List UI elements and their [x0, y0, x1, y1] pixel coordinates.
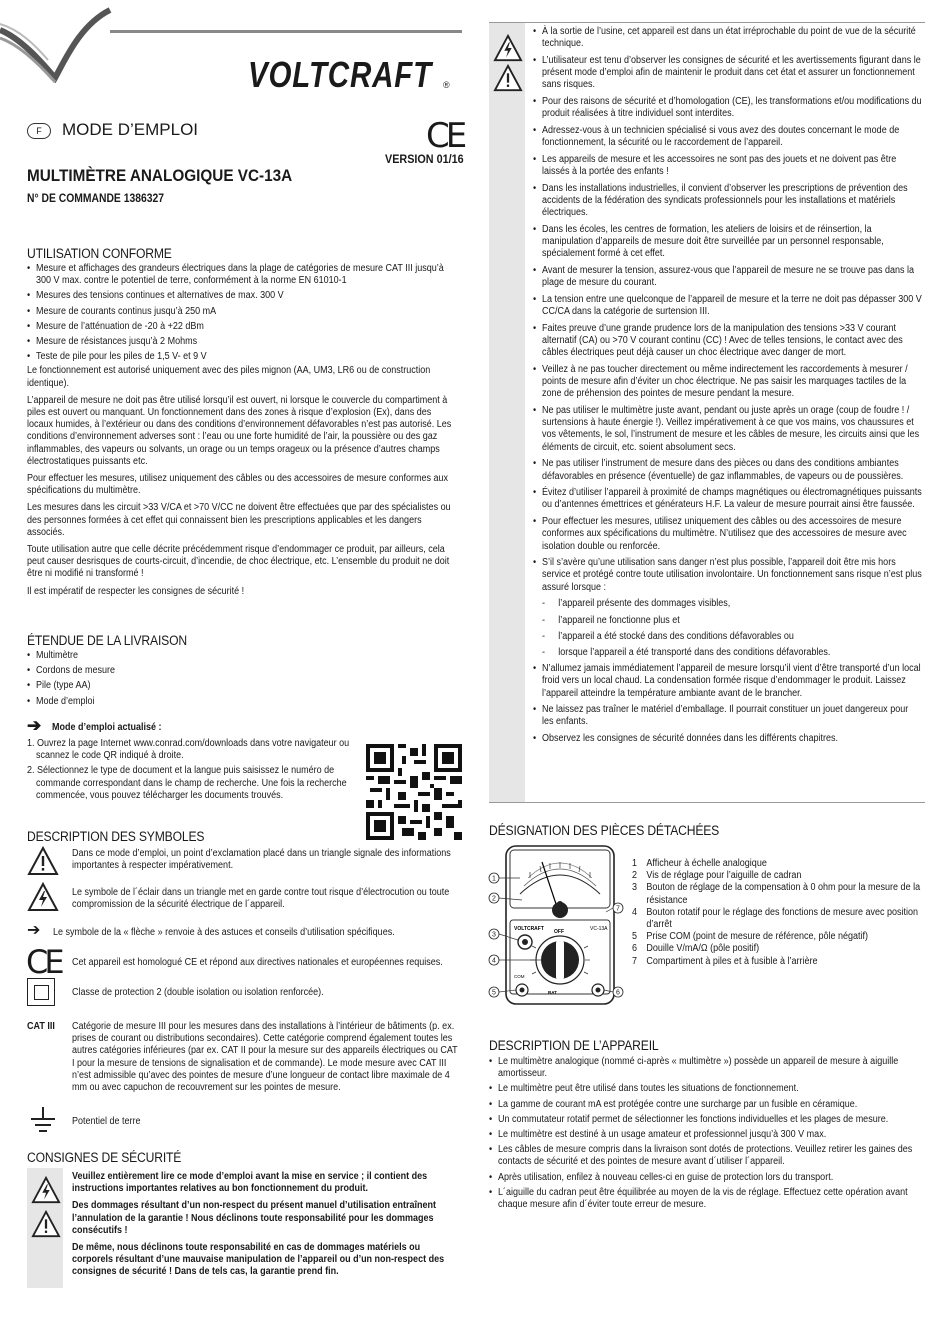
list-item: • Avant de mesurer la tension, assurez-vous que l’appareil de mesure ne se trouve pas dans la plage de mesure du courant.	[533, 265, 922, 289]
list-item: • Veillez à ne pas toucher directement ou même indirectement les raccordements à mesurer / points de mesure afin d’éviter un choc électrique. Ne pas saisir les marquages tactiles de la zone de préhension des pointes de mesure pendant la mesure.	[533, 364, 922, 401]
list-item: • Mesure de l’atténuation de -20 à +22 dBm	[27, 321, 459, 333]
list-item: • Teste de pile pour les piles de 1,5 V- et 9 V	[27, 351, 459, 363]
list-item: • Ne laissez pas traîner le matériel d’emballage. Il pourrait constituer un jouet dangereux pour les enfants.	[533, 704, 922, 728]
list-item: • La gamme de courant mA est protégée contre une surcharge par un fusible en céramique.	[489, 1099, 921, 1111]
list-item: • Le multimètre analogique (nommé ci-après « multimètre ») possède un appareil de mesure à aiguille amortisseur.	[489, 1056, 921, 1080]
list-item: - l’appareil présente des dommages visibles,	[542, 598, 922, 610]
list-item: • La tension entre une quelconque de l’appareil de mesure et la terre ne doit pas dépasser 300 V CC/CA dans la catégorie de surtension III.	[533, 294, 922, 318]
list-item: • Cordons de mesure	[27, 665, 459, 677]
update-title: Mode d’emploi actualisé :	[52, 722, 162, 733]
list-item: • Adressez-vous à un technicien spécialisé si vous avez des doutes concernant le mode de fonctionnement, la sécurité ou le raccordement de l’appareil.	[533, 125, 922, 149]
list-item: • L´aiguille du cadran peut être équilibrée au moyen de la vis de réglage. Effectuez cette opération avant chaque mesure afin d´éviter toute erreur de mesure.	[489, 1187, 921, 1211]
earth-icon	[29, 1107, 57, 1137]
device-com-label: COM	[514, 974, 525, 979]
list-item: • Multimètre	[27, 650, 459, 662]
part-label: Douille V/mA/Ω (pôle positif)	[646, 943, 760, 955]
safety-intro: De même, nous déclinons toute responsabilité en cas de dommages matériels ou corporels résultant d’une mauvaise manipulation de l’appareil ou d’un non-respect des consignes de sécurité ! Dans de tels cas, la garantie prend fin.	[72, 1242, 445, 1278]
part-number: 4	[632, 906, 638, 918]
condition-list	[542, 598, 922, 659]
list-item: • Pour effectuer les mesures, utilisez uniquement des câbles ou des accessoires de mesure conformes aux spécifications du multimètre. N’utilisez que des accessoires de mesure avec isolation double ou renforcée.	[533, 516, 922, 553]
list-item: - l’appareil ne fonctionne plus et	[542, 615, 922, 627]
arrow-icon: ➔	[27, 922, 41, 939]
section-title-symbols: DESCRIPTION DES SYMBOLES	[27, 829, 205, 844]
part-label: Bouton de réglage de la compensation à 0 ohm pour la mesure de la résistance	[646, 882, 921, 906]
lang-badge-label: F	[36, 126, 42, 136]
lightning-icon	[493, 34, 523, 62]
part-label: Compartiment à piles et à fusible à l’arrière	[646, 955, 818, 967]
paragraph: Le fonctionnement est autorisé uniquement avec des piles mignon (AA, UM3, LR6 ou de construction identique).	[27, 365, 431, 389]
list-item	[632, 907, 929, 931]
list-item: • Les appareils de mesure et les accessoires ne sont pas des jouets et ne doivent pas être laissés à la portée des enfants !	[533, 154, 922, 178]
ce-mark: CE	[426, 116, 464, 156]
right-bottom-rule	[489, 802, 925, 803]
callout-2: 2	[492, 895, 496, 903]
device-model-label: VC-13A	[590, 926, 608, 932]
part-number: 5	[632, 931, 638, 943]
list-item: • Mesure et affichages des grandeurs électriques dans la plage de catégories de mesure CAT III jusqu’à 300 V max. contre le potentiel de terre, conformément à la norme EN 61010-1	[27, 263, 459, 287]
arrow-icon: ➔	[27, 716, 42, 735]
list-item	[632, 956, 929, 968]
paragraph: L’appareil de mesure ne doit pas être utilisé lorsqu’il est ouvert, ni lorsque le couvercle du compartiment à piles est ouvert ou manquant. Un fonctionnement dans des zones à risque d’explosion (Ex), dans des locaux humides, à l’extérieur ou dans des conditions d’environnement défavorables n’est pas autorisé. Les conditions d’environnement adverses sont : l’eau ou une forte humidité de l’air, la poussière ou des gaz inflammables, des vapeurs ou solvants, un orage ou un temps orageux ou la présence d’autres champs électrostatiques puissants etc.	[27, 394, 452, 467]
product-title: MULTIMÈTRE ANALOGIQUE VC-13A	[27, 166, 293, 185]
section-title-safety: CONSIGNES DE SÉCURITÉ	[27, 1150, 182, 1165]
safety-shade-right	[489, 22, 525, 803]
safety-intro: Veuillez entièrement lire ce mode d’emploi avant la mise en service ; il contient des instructions importantes relatives au bon fonctionnement du produit.	[72, 1171, 428, 1195]
part-label: Afficheur à échelle analogique	[646, 858, 767, 869]
section-title-parts: DÉSIGNATION DES PIÈCES DÉTACHÉES	[489, 823, 720, 838]
list-item: • S’il s’avère qu’une utilisation sans danger n’est plus possible, l’appareil doit être mis hors service et protégé contre toute utilisation involontaire. Un fonctionnement sans risque n’est plus assuré lorsque :	[533, 557, 922, 594]
safety-list	[533, 26, 922, 594]
list-item: • Pour des raisons de sécurité et d’homologation (CE), les transformations et/ou modifications du produit réalisées à titre individuel sont interdites.	[533, 96, 922, 120]
list-item	[632, 882, 929, 906]
symbol-text: Le symbole de l´éclair dans un triangle met en garde contre tout risque d’électrocution ou toute compromission de la sécurité électrique de l´appareil.	[72, 887, 450, 911]
part-number: 3	[632, 882, 638, 894]
list-item: • Mesure de courants continus jusqu’à 250 mA	[27, 306, 459, 318]
callout-5: 5	[492, 989, 496, 997]
symbol-text: Dans ce mode d’emploi, un point d’exclamation placé dans un triangle signale des informations importantes à respecter impérativement.	[72, 848, 451, 872]
list-item: - lorsque l’appareil a été transporté dans des conditions défavorables.	[542, 647, 922, 659]
list-item	[632, 858, 929, 870]
warning-icon	[27, 846, 59, 876]
description-list	[489, 1056, 921, 1211]
callout-4: 4	[492, 957, 496, 965]
registered-mark: ®	[443, 80, 450, 90]
part-label: Vis de réglage pour l’aiguille de cadran	[646, 870, 802, 882]
warning-icon	[493, 64, 523, 92]
class2-icon	[27, 978, 55, 1006]
cat-label: CAT III	[27, 1021, 55, 1032]
device-brand-label: VOLTCRAFT	[514, 926, 544, 932]
doc-type: MODE D’EMPLOI	[62, 120, 199, 139]
list-item: • À la sortie de l’usine, cet appareil est dans un état irréprochable du point de vue de la sécurité technique.	[533, 26, 922, 50]
paragraph: Les mesures dans les circuit >33 V/CA et >70 V/CC ne doivent être effectuées que par des spécialistes ou des personnes formées à cet effet qui connaissent bien les prescriptions applicables et les dangers associés.	[27, 502, 451, 538]
list-item	[632, 943, 929, 955]
callout-3: 3	[492, 931, 496, 939]
swoosh-graphic	[0, 0, 120, 85]
list-item: • Mesure de résistances jusqu’à 2 Mohms	[27, 336, 459, 348]
list-item: • Les câbles de mesure compris dans la livraison sont dotés de protections. Veuillez retirer les gaines des contacts de sécurité et des pointes de mesure avant d´utiliser l´appareil.	[489, 1144, 921, 1168]
part-label: Prise COM (point de mesure de référence, pôle négatif)	[646, 931, 869, 943]
device-bat-label: BAT	[548, 990, 557, 995]
list-item: • Faites preuve d’une grande prudence lors de la manipulation des tensions >33 V courant alternatif (CA) ou >70 V courant continu (CC) ! Avec de telles tensions, le contact avec des câbles électriques peut déjà causer un choc électrique avec danger de mort.	[533, 323, 922, 360]
callout-1: 1	[492, 875, 496, 883]
part-number: 6	[632, 943, 638, 955]
parts-list	[632, 858, 929, 968]
paragraph: Toute utilisation autre que celle décrite précédemment risque d’endommager ce produit, par ailleurs, cela peut causer desrisques de courts-circuit, d’incendie, de choc électrique, etc. L’ensemble du produit ne doit être ni modifié ni transformé !	[27, 544, 450, 580]
list-item: • N’allumez jamais immédiatement l’appareil de mesure lorsqu’il vient d’être transporté d’un local froid vers un local chaud. La condensation formée risque d’endommager le produit. Laissez l’appareil atteindre la température ambiante avant de le brancher.	[533, 663, 922, 700]
device-off-label: OFF	[554, 929, 564, 935]
list-item: • Mesures des tensions continues et alternatives de max. 300 V	[27, 290, 459, 302]
paragraph: Il est impératif de respecter les consignes de sécurité !	[27, 585, 245, 597]
list-item: • Après utilisation, enfilez à nouveau celles-ci en guise de protection lors du transport.	[489, 1172, 921, 1184]
list-item: • Observez les consignes de sécurité données dans les différents chapitres.	[533, 733, 922, 745]
symbol-text: Potentiel de terre	[72, 1116, 141, 1127]
list-item: • Le multimètre est destiné à un usage amateur et professionnel jusqu’à 300 V max.	[489, 1129, 921, 1141]
order-number: N° DE COMMANDE 1386327	[27, 193, 165, 205]
part-label: Bouton rotatif pour le réglage des fonctions de mesure avec position d’arrêt	[646, 906, 919, 931]
callout-6: 6	[616, 989, 620, 997]
safety-list-2	[533, 663, 922, 745]
symbol-text: Cet appareil est homologué CE et répond aux directives nationales et européennes requises.	[72, 957, 443, 968]
list-item: • Le multimètre peut être utilisé dans toutes les situations de fonctionnement.	[489, 1083, 921, 1095]
qr-code[interactable]	[366, 744, 462, 840]
version: VERSION 01/16	[385, 152, 464, 166]
list-item: • Pile (type AA)	[27, 680, 459, 692]
header-rule	[110, 30, 462, 33]
list-item: • Ne pas utiliser l’instrument de mesure dans des pièces ou dans des conditions ambiantes défavorables en présence (éventuelle) de gaz inflammables, de vapeurs ou de poussières.	[533, 458, 922, 482]
update-step: 2. Sélectionnez le type de document et la langue puis saisissez le numéro de commande correspondant dans le champ de recherche. Une fois la recherche commencée, vous pouvez télécharger les documents trouvés.	[27, 765, 347, 801]
list-item: • L’utilisateur est tenu d’observer les consignes de sécurité et les avertissements figurant dans le présent mode d’emploi afin de maintenir le produit dans cet état et assurer un fonctionnement sans risques.	[533, 55, 922, 92]
paragraph: Pour effectuer les mesures, utilisez uniquement des câbles ou des accessoires de mesure conformes aux spécifications du multimètre.	[27, 473, 449, 497]
delivery-list	[27, 650, 459, 708]
list-item: - l’appareil a été stocké dans des conditions défavorables ou	[542, 631, 922, 643]
list-item: • Un commutateur rotatif permet de sélectionner les fonctions individuelles et les plages de mesure.	[489, 1114, 921, 1126]
update-step: 1. Ouvrez la page Internet www.conrad.com/downloads dans votre navigateur ou scannez le code QR indiqué à droite.	[27, 738, 350, 762]
safety-intro: Des dommages résultant d’un non-respect du présent manuel d’utilisation entraînent l’annulation de la garantie ! Nous déclinons toute responsabilité pour les dommages consécutifs !	[72, 1200, 437, 1236]
ce-icon: CE	[26, 943, 61, 981]
part-number: 1	[632, 858, 638, 869]
section-title-use: UTILISATION CONFORME	[27, 246, 172, 261]
brand-logo: VOLTCRAFT	[248, 54, 432, 95]
multimeter-diagram	[484, 842, 628, 1012]
part-number: 7	[632, 955, 638, 967]
list-item: • Mode d’emploi	[27, 696, 459, 708]
list-item	[632, 870, 929, 882]
use-list	[27, 263, 459, 363]
section-title-description: DESCRIPTION DE L’APPAREIL	[489, 1038, 659, 1053]
warning-icon	[31, 1210, 61, 1238]
lightning-icon	[31, 1176, 61, 1204]
section-title-delivery: ÉTENDUE DE LA LIVRAISON	[27, 633, 187, 648]
symbol-text: Le symbole de la « flèche » renvoie à des astuces et conseils d’utilisation spécifiques.	[53, 927, 395, 938]
list-item: • Évitez d’utiliser l’appareil à proximité de champs magnétiques ou électromagnétiques puissants ou d’antennes émettrices et générateurs H.F. La valeur de mesure pourrait ainsi être faussée.	[533, 487, 922, 511]
right-top-rule	[489, 22, 925, 23]
symbol-text: Catégorie de mesure III pour les mesures dans des installations à l’intérieur de bâtiments (p. ex. prises de courant ou distributions secondaires). Cette catégorie comprend également toutes les autres catégories inférieures (par ex. CAT II pour la mesure sur des appareils électriques ou CAT I pour la mesure de tensions de signalisation et de commande). Le mode mesure avec CAT III n’est admissible qu’avec des pointes de mesure d’une longueur de contact libre maximale de 4 mm ou avec capuchon de recouvrement sur les pointes de mesure.	[72, 1021, 458, 1094]
symbol-text: Classe de protection 2 (double isolation ou isolation renforcée).	[72, 987, 324, 998]
part-number: 2	[632, 870, 638, 882]
lang-badge	[27, 123, 51, 139]
lightning-icon	[27, 882, 59, 912]
list-item: • Dans les écoles, les centres de formation, les ateliers de loisirs et de réinsertion, la manipulation d’appareils de mesure doit être surveillée par un personnel responsable, spécialement formé à cet effet.	[533, 224, 922, 261]
list-item: • Ne pas utiliser le multimètre juste avant, pendant ou juste après un orage (coup de foudre ! / surtensions à haute énergie !). Veillez impérativement à ce que vos mains, vos chaussures et vos vêtements, le sol, l’instrument de mesure et les câbles de mesure, les circuits ainsi que les éléments de circuit, etc. soient absolument secs.	[533, 405, 922, 454]
list-item	[632, 931, 929, 943]
list-item: • Dans les installations industrielles, il convient d’observer les prescriptions de prévention des accidents de la fédération des syndicats professionnels pour les installations et matériels électriques.	[533, 183, 922, 220]
callout-7: 7	[616, 905, 620, 913]
